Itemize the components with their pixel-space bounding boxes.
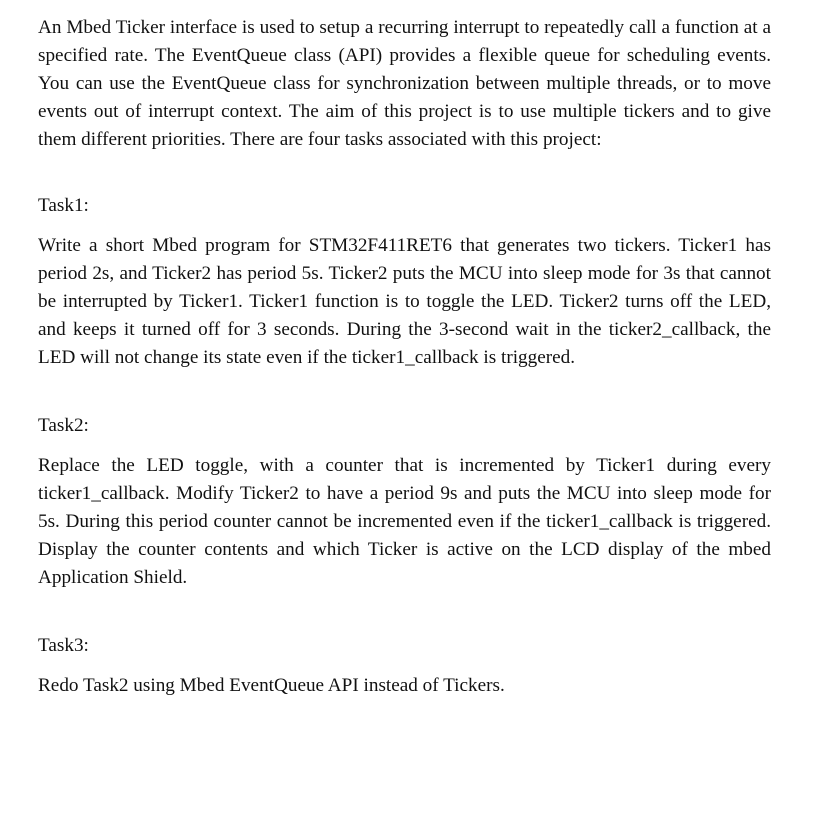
intro-paragraph: An Mbed Ticker interface is used to setup a recurring interrupt to repeatedly call a function at a specified rate. The EventQueue class (API) provides a flexible queue for scheduling events. You can use the EventQueue class for synchronization between multiple threads, or to move events out of interrupt context. The aim of this project is to use multiple tickers and to give them different priorities. There are four tasks associated with this project: xyxy=(38,17,771,150)
task1-heading: Task1: xyxy=(38,195,89,216)
task3-heading: Task3: xyxy=(38,635,89,656)
task2-heading: Task2: xyxy=(38,415,89,436)
task3-description: Redo Task2 using Mbed EventQueue API instead of Tickers. xyxy=(38,675,505,696)
task2-description: Replace the LED toggle, with a counter that is incremented by Ticker1 during every ticker1_callback. Modify Ticker2 to have a period 9s and puts the MCU into sleep mode for 5s. During this period counter cannot be incremented even if the ticker1_callback is triggered. Display the counter contents and which Ticker is active on the LCD display of the mbed Application Shield. xyxy=(38,455,771,588)
document-page xyxy=(38,14,771,700)
task1-description: Write a short Mbed program for STM32F411RET6 that generates two tickers. Ticker1 has period 2s, and Ticker2 has period 5s. Ticker2 puts the MCU into sleep mode for 3s that cannot be interrupted by Ticker1. Ticker1 function is to toggle the LED. Ticker2 turns off the LED, and keeps it turned off for 3 seconds. During the 3-second wait in the ticker2_callback, the LED will not change its state even if the ticker1_callback is triggered. xyxy=(38,235,771,368)
